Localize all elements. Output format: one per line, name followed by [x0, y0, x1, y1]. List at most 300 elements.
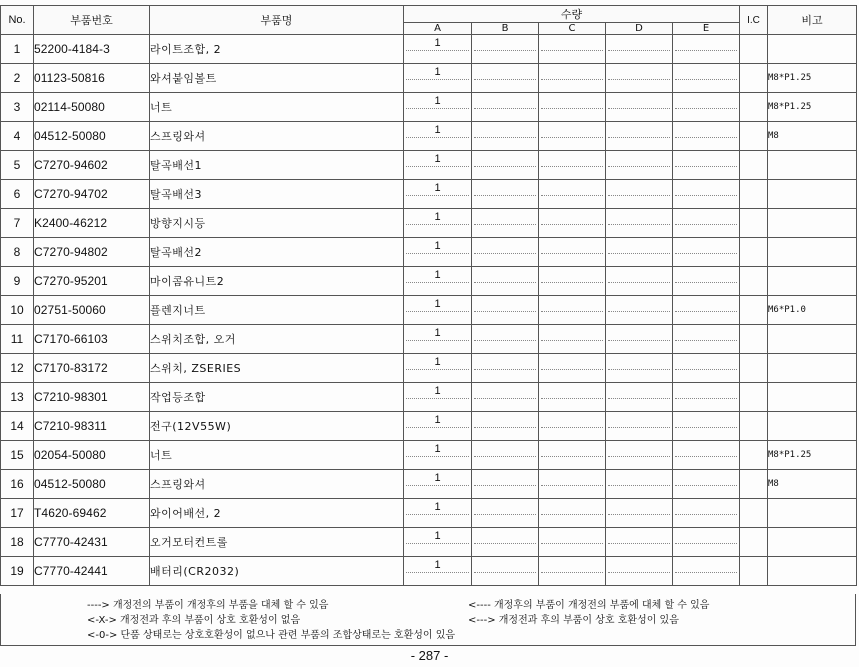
- row-qty-e: [673, 383, 740, 412]
- row-qty-c: [539, 35, 606, 64]
- qty-value: [606, 412, 672, 414]
- row-qty-b: [472, 64, 539, 93]
- row-no: 10: [1, 296, 34, 325]
- qty-value: [472, 180, 538, 182]
- row-part-name: 스프링와셔: [150, 122, 404, 151]
- qty-value: [539, 93, 605, 95]
- header-part-name: 부품명: [150, 6, 404, 35]
- table-row: [1, 122, 857, 151]
- row-qty-a: [404, 122, 472, 151]
- qty-value: [539, 412, 605, 414]
- row-qty-a: [404, 238, 472, 267]
- qty-value: [539, 528, 605, 530]
- row-ic: [740, 470, 768, 499]
- qty-value: [606, 209, 672, 211]
- row-qty-a: [404, 93, 472, 122]
- row-part-name: 스위치조합, 오거: [150, 325, 404, 354]
- page-number: - 287 -: [410, 648, 449, 663]
- qty-value: 1: [434, 298, 441, 310]
- row-qty-a: [404, 383, 472, 412]
- row-qty-b: [472, 238, 539, 267]
- table-row: [1, 238, 857, 267]
- row-part-number: C7210-98311: [34, 412, 150, 441]
- header-no: No.: [1, 6, 34, 35]
- row-part-name: 스위치, ZSERIES: [150, 354, 404, 383]
- row-qty-b: [472, 557, 539, 586]
- row-qty-b: [472, 180, 539, 209]
- row-qty-d: [606, 238, 673, 267]
- row-part-number: 04512-50080: [34, 470, 150, 499]
- row-ic: [740, 151, 768, 180]
- row-part-name: 와이어배선, 2: [150, 499, 404, 528]
- row-part-number: 52200-4184-3: [34, 35, 150, 64]
- qty-value: [472, 122, 538, 124]
- row-remark: [768, 354, 857, 383]
- row-remark: [768, 35, 857, 64]
- row-qty-a: [404, 470, 472, 499]
- row-remark: M6*P1.0: [768, 296, 857, 325]
- qty-value: [673, 238, 739, 240]
- row-part-number: 01123-50816: [34, 64, 150, 93]
- qty-value: [539, 238, 605, 240]
- qty-value: 1: [434, 414, 441, 426]
- row-part-name: 탈곡배선2: [150, 238, 404, 267]
- qty-value: [606, 180, 672, 182]
- row-part-number: 02054-50080: [34, 441, 150, 470]
- row-qty-d: [606, 412, 673, 441]
- table-row: [1, 93, 857, 122]
- row-qty-a: [404, 557, 472, 586]
- qty-value: 1: [434, 443, 441, 455]
- row-qty-b: [472, 93, 539, 122]
- row-remark: [768, 557, 857, 586]
- row-qty-c: [539, 412, 606, 441]
- qty-value: [673, 180, 739, 182]
- row-qty-e: [673, 296, 740, 325]
- row-remark: [768, 325, 857, 354]
- table-body: [1, 35, 857, 586]
- qty-value: 1: [434, 182, 441, 194]
- row-ic: [740, 412, 768, 441]
- qty-value: [472, 267, 538, 269]
- row-qty-a: [404, 412, 472, 441]
- row-qty-c: [539, 267, 606, 296]
- row-remark: [768, 151, 857, 180]
- qty-value: [673, 470, 739, 472]
- qty-value: 1: [434, 385, 441, 397]
- header-qty-b: B: [472, 23, 539, 35]
- qty-value: 1: [434, 356, 441, 368]
- qty-value: 1: [434, 501, 441, 513]
- qty-value: [539, 557, 605, 559]
- qty-value: [673, 296, 739, 298]
- qty-value: 1: [434, 327, 441, 339]
- qty-value: [673, 383, 739, 385]
- qty-value: [673, 557, 739, 559]
- row-qty-a: [404, 354, 472, 383]
- row-part-name: 방향지시등: [150, 209, 404, 238]
- qty-value: [472, 557, 538, 559]
- qty-value: 1: [434, 530, 441, 542]
- row-part-name: 너트: [150, 93, 404, 122]
- row-remark: M8*P1.25: [768, 64, 857, 93]
- row-qty-e: [673, 151, 740, 180]
- qty-value: [539, 180, 605, 182]
- row-no: 13: [1, 383, 34, 412]
- row-qty-c: [539, 441, 606, 470]
- qty-value: [673, 209, 739, 211]
- row-part-name: 라이트조합, 2: [150, 35, 404, 64]
- qty-value: [472, 412, 538, 414]
- row-qty-d: [606, 383, 673, 412]
- row-no: 2: [1, 64, 34, 93]
- row-qty-e: [673, 35, 740, 64]
- qty-value: 1: [434, 472, 441, 484]
- qty-value: [472, 470, 538, 472]
- qty-value: [606, 93, 672, 95]
- legend-line-3: <-0-> 단품 상태로는 상호호환성이 없으나 관련 부품의 조합상태로는 호환성이 있음: [87, 630, 456, 641]
- qty-value: [472, 93, 538, 95]
- qty-value: [539, 325, 605, 327]
- qty-value: [472, 296, 538, 298]
- row-qty-e: [673, 354, 740, 383]
- row-qty-c: [539, 557, 606, 586]
- qty-value: [673, 325, 739, 327]
- row-no: 11: [1, 325, 34, 354]
- qty-value: 1: [434, 153, 441, 165]
- row-ic: [740, 441, 768, 470]
- row-qty-d: [606, 180, 673, 209]
- row-qty-a: [404, 296, 472, 325]
- row-no: 8: [1, 238, 34, 267]
- row-part-name: 작업등조합: [150, 383, 404, 412]
- row-remark: M8*P1.25: [768, 93, 857, 122]
- row-part-number: C7770-42431: [34, 528, 150, 557]
- table-row: [1, 412, 857, 441]
- row-ic: [740, 325, 768, 354]
- row-ic: [740, 64, 768, 93]
- legend-line-2-left: <-X-> 개정전과 후의 부품이 상호 호환성이 없음: [87, 615, 301, 626]
- row-qty-b: [472, 35, 539, 64]
- qty-value: [673, 64, 739, 66]
- row-remark: [768, 238, 857, 267]
- row-qty-b: [472, 354, 539, 383]
- qty-value: [606, 151, 672, 153]
- row-qty-e: [673, 499, 740, 528]
- row-qty-a: [404, 180, 472, 209]
- table-row: [1, 64, 857, 93]
- row-qty-c: [539, 238, 606, 267]
- row-qty-b: [472, 122, 539, 151]
- row-qty-b: [472, 383, 539, 412]
- row-qty-b: [472, 499, 539, 528]
- qty-value: [539, 64, 605, 66]
- qty-value: [606, 470, 672, 472]
- row-no: 15: [1, 441, 34, 470]
- row-ic: [740, 93, 768, 122]
- row-qty-a: [404, 528, 472, 557]
- qty-value: [606, 499, 672, 501]
- row-qty-e: [673, 325, 740, 354]
- row-remark: M8: [768, 122, 857, 151]
- row-part-number: K2400-46212: [34, 209, 150, 238]
- row-no: 17: [1, 499, 34, 528]
- row-part-name: 탈곡배선1: [150, 151, 404, 180]
- header-qty-e: E: [673, 23, 740, 35]
- legend-line-2-right: <---> 개정전과 후의 부품이 상호 호환성이 있음: [468, 615, 679, 626]
- row-no: 4: [1, 122, 34, 151]
- qty-value: [673, 151, 739, 153]
- row-no: 14: [1, 412, 34, 441]
- qty-value: [606, 296, 672, 298]
- qty-value: 1: [434, 95, 441, 107]
- row-qty-d: [606, 325, 673, 354]
- row-qty-b: [472, 412, 539, 441]
- header-qty-a: A: [404, 23, 472, 35]
- row-qty-e: [673, 528, 740, 557]
- qty-value: [606, 383, 672, 385]
- table-row: [1, 35, 857, 64]
- row-part-name: 오거모터컨트롤: [150, 528, 404, 557]
- qty-value: [606, 238, 672, 240]
- row-remark: [768, 383, 857, 412]
- qty-value: [673, 412, 739, 414]
- qty-value: [606, 325, 672, 327]
- header-part-number: 부품번호: [34, 6, 150, 35]
- qty-value: [472, 35, 538, 37]
- qty-value: [472, 499, 538, 501]
- row-part-number: C7270-94602: [34, 151, 150, 180]
- row-no: 19: [1, 557, 34, 586]
- row-qty-b: [472, 296, 539, 325]
- qty-value: [539, 499, 605, 501]
- qty-value: [472, 383, 538, 385]
- row-remark: [768, 412, 857, 441]
- qty-value: [539, 441, 605, 443]
- table-row: [1, 296, 857, 325]
- row-ic: [740, 499, 768, 528]
- table-row: [1, 151, 857, 180]
- row-qty-b: [472, 325, 539, 354]
- row-qty-c: [539, 151, 606, 180]
- qty-value: [472, 64, 538, 66]
- qty-value: [606, 354, 672, 356]
- row-remark: [768, 267, 857, 296]
- row-qty-d: [606, 528, 673, 557]
- qty-value: [539, 122, 605, 124]
- header-qty-c: C: [539, 23, 606, 35]
- qty-value: [606, 441, 672, 443]
- qty-value: [673, 122, 739, 124]
- row-part-number: 02751-50060: [34, 296, 150, 325]
- row-qty-d: [606, 267, 673, 296]
- table-row: [1, 209, 857, 238]
- qty-value: [539, 267, 605, 269]
- row-qty-c: [539, 354, 606, 383]
- row-qty-a: [404, 35, 472, 64]
- qty-value: 1: [434, 269, 441, 281]
- row-qty-e: [673, 93, 740, 122]
- row-qty-c: [539, 93, 606, 122]
- header-qty-d: D: [606, 23, 673, 35]
- compatibility-legend: [0, 594, 856, 646]
- row-part-name: 탈곡배선3: [150, 180, 404, 209]
- row-qty-b: [472, 470, 539, 499]
- row-qty-d: [606, 35, 673, 64]
- qty-value: [606, 122, 672, 124]
- row-qty-d: [606, 470, 673, 499]
- row-part-name: 와셔붙임볼트: [150, 64, 404, 93]
- row-remark: M8: [768, 470, 857, 499]
- qty-value: [539, 470, 605, 472]
- row-qty-d: [606, 557, 673, 586]
- row-remark: [768, 180, 857, 209]
- row-qty-d: [606, 296, 673, 325]
- row-ic: [740, 180, 768, 209]
- row-qty-a: [404, 151, 472, 180]
- row-qty-d: [606, 354, 673, 383]
- row-qty-e: [673, 412, 740, 441]
- header-ic: I.C: [740, 6, 768, 35]
- table-row: [1, 441, 857, 470]
- row-qty-c: [539, 64, 606, 93]
- row-qty-e: [673, 64, 740, 93]
- table-row: [1, 354, 857, 383]
- legend-line-1-left: ----> 개정전의 부품이 개정후의 부품을 대체 할 수 있음: [87, 600, 329, 611]
- row-remark: [768, 209, 857, 238]
- qty-value: [606, 64, 672, 66]
- row-qty-a: [404, 499, 472, 528]
- row-qty-e: [673, 122, 740, 151]
- row-part-number: C7210-98301: [34, 383, 150, 412]
- row-part-number: C7170-83172: [34, 354, 150, 383]
- row-part-name: 너트: [150, 441, 404, 470]
- row-qty-d: [606, 441, 673, 470]
- row-no: 18: [1, 528, 34, 557]
- table-row: [1, 470, 857, 499]
- row-qty-e: [673, 557, 740, 586]
- row-part-number: T4620-69462: [34, 499, 150, 528]
- row-ic: [740, 122, 768, 151]
- table-row: [1, 528, 857, 557]
- row-qty-c: [539, 180, 606, 209]
- row-no: 1: [1, 35, 34, 64]
- row-qty-c: [539, 470, 606, 499]
- parts-table: [0, 5, 857, 586]
- row-ic: [740, 35, 768, 64]
- qty-value: [539, 383, 605, 385]
- qty-value: [539, 151, 605, 153]
- qty-value: [472, 151, 538, 153]
- row-part-number: C7770-42441: [34, 557, 150, 586]
- qty-value: [472, 441, 538, 443]
- qty-value: [606, 267, 672, 269]
- qty-value: 1: [434, 66, 441, 78]
- qty-value: [673, 93, 739, 95]
- row-part-number: 02114-50080: [34, 93, 150, 122]
- table-row: [1, 557, 857, 586]
- row-qty-c: [539, 383, 606, 412]
- row-part-number: C7270-94702: [34, 180, 150, 209]
- row-ic: [740, 209, 768, 238]
- row-no: 6: [1, 180, 34, 209]
- row-ic: [740, 238, 768, 267]
- qty-value: [673, 528, 739, 530]
- qty-value: [472, 325, 538, 327]
- row-no: 9: [1, 267, 34, 296]
- row-qty-b: [472, 267, 539, 296]
- row-qty-c: [539, 209, 606, 238]
- qty-value: [673, 354, 739, 356]
- row-qty-e: [673, 180, 740, 209]
- row-qty-a: [404, 209, 472, 238]
- row-qty-d: [606, 209, 673, 238]
- qty-value: [472, 209, 538, 211]
- row-ic: [740, 267, 768, 296]
- row-no: 16: [1, 470, 34, 499]
- row-qty-d: [606, 64, 673, 93]
- row-remark: [768, 499, 857, 528]
- table-header-row: [1, 6, 857, 23]
- table-row: [1, 383, 857, 412]
- qty-value: 1: [434, 211, 441, 223]
- row-no: 7: [1, 209, 34, 238]
- row-qty-c: [539, 325, 606, 354]
- row-qty-d: [606, 93, 673, 122]
- qty-value: 1: [434, 37, 441, 49]
- qty-value: [472, 238, 538, 240]
- row-qty-b: [472, 151, 539, 180]
- row-part-number: C7270-95201: [34, 267, 150, 296]
- row-ic: [740, 528, 768, 557]
- header-remarks: 비고: [768, 6, 857, 35]
- table-row: [1, 180, 857, 209]
- row-remark: M8*P1.25: [768, 441, 857, 470]
- row-part-name: 전구(12V55W): [150, 412, 404, 441]
- row-qty-a: [404, 325, 472, 354]
- qty-value: [673, 35, 739, 37]
- row-part-number: 04512-50080: [34, 122, 150, 151]
- row-qty-b: [472, 441, 539, 470]
- row-no: 3: [1, 93, 34, 122]
- row-no: 12: [1, 354, 34, 383]
- row-part-number: C7270-94802: [34, 238, 150, 267]
- row-qty-a: [404, 441, 472, 470]
- row-ic: [740, 383, 768, 412]
- row-part-name: 플렌지너트: [150, 296, 404, 325]
- row-qty-e: [673, 267, 740, 296]
- table-row: [1, 499, 857, 528]
- qty-value: [539, 354, 605, 356]
- row-qty-d: [606, 151, 673, 180]
- table-row: [1, 267, 857, 296]
- row-qty-a: [404, 267, 472, 296]
- qty-value: [472, 354, 538, 356]
- qty-value: [539, 209, 605, 211]
- header-quantity: 수량: [404, 6, 740, 23]
- qty-value: [606, 557, 672, 559]
- row-qty-c: [539, 122, 606, 151]
- qty-value: [673, 267, 739, 269]
- qty-value: 1: [434, 559, 441, 571]
- row-part-name: 스프링와셔: [150, 470, 404, 499]
- row-qty-b: [472, 528, 539, 557]
- row-qty-e: [673, 238, 740, 267]
- legend-line-1-right: <---- 개정후의 부품이 개정전의 부품에 대체 할 수 있음: [468, 600, 710, 611]
- row-part-name: 배터리(CR2032): [150, 557, 404, 586]
- row-no: 5: [1, 151, 34, 180]
- qty-value: [472, 528, 538, 530]
